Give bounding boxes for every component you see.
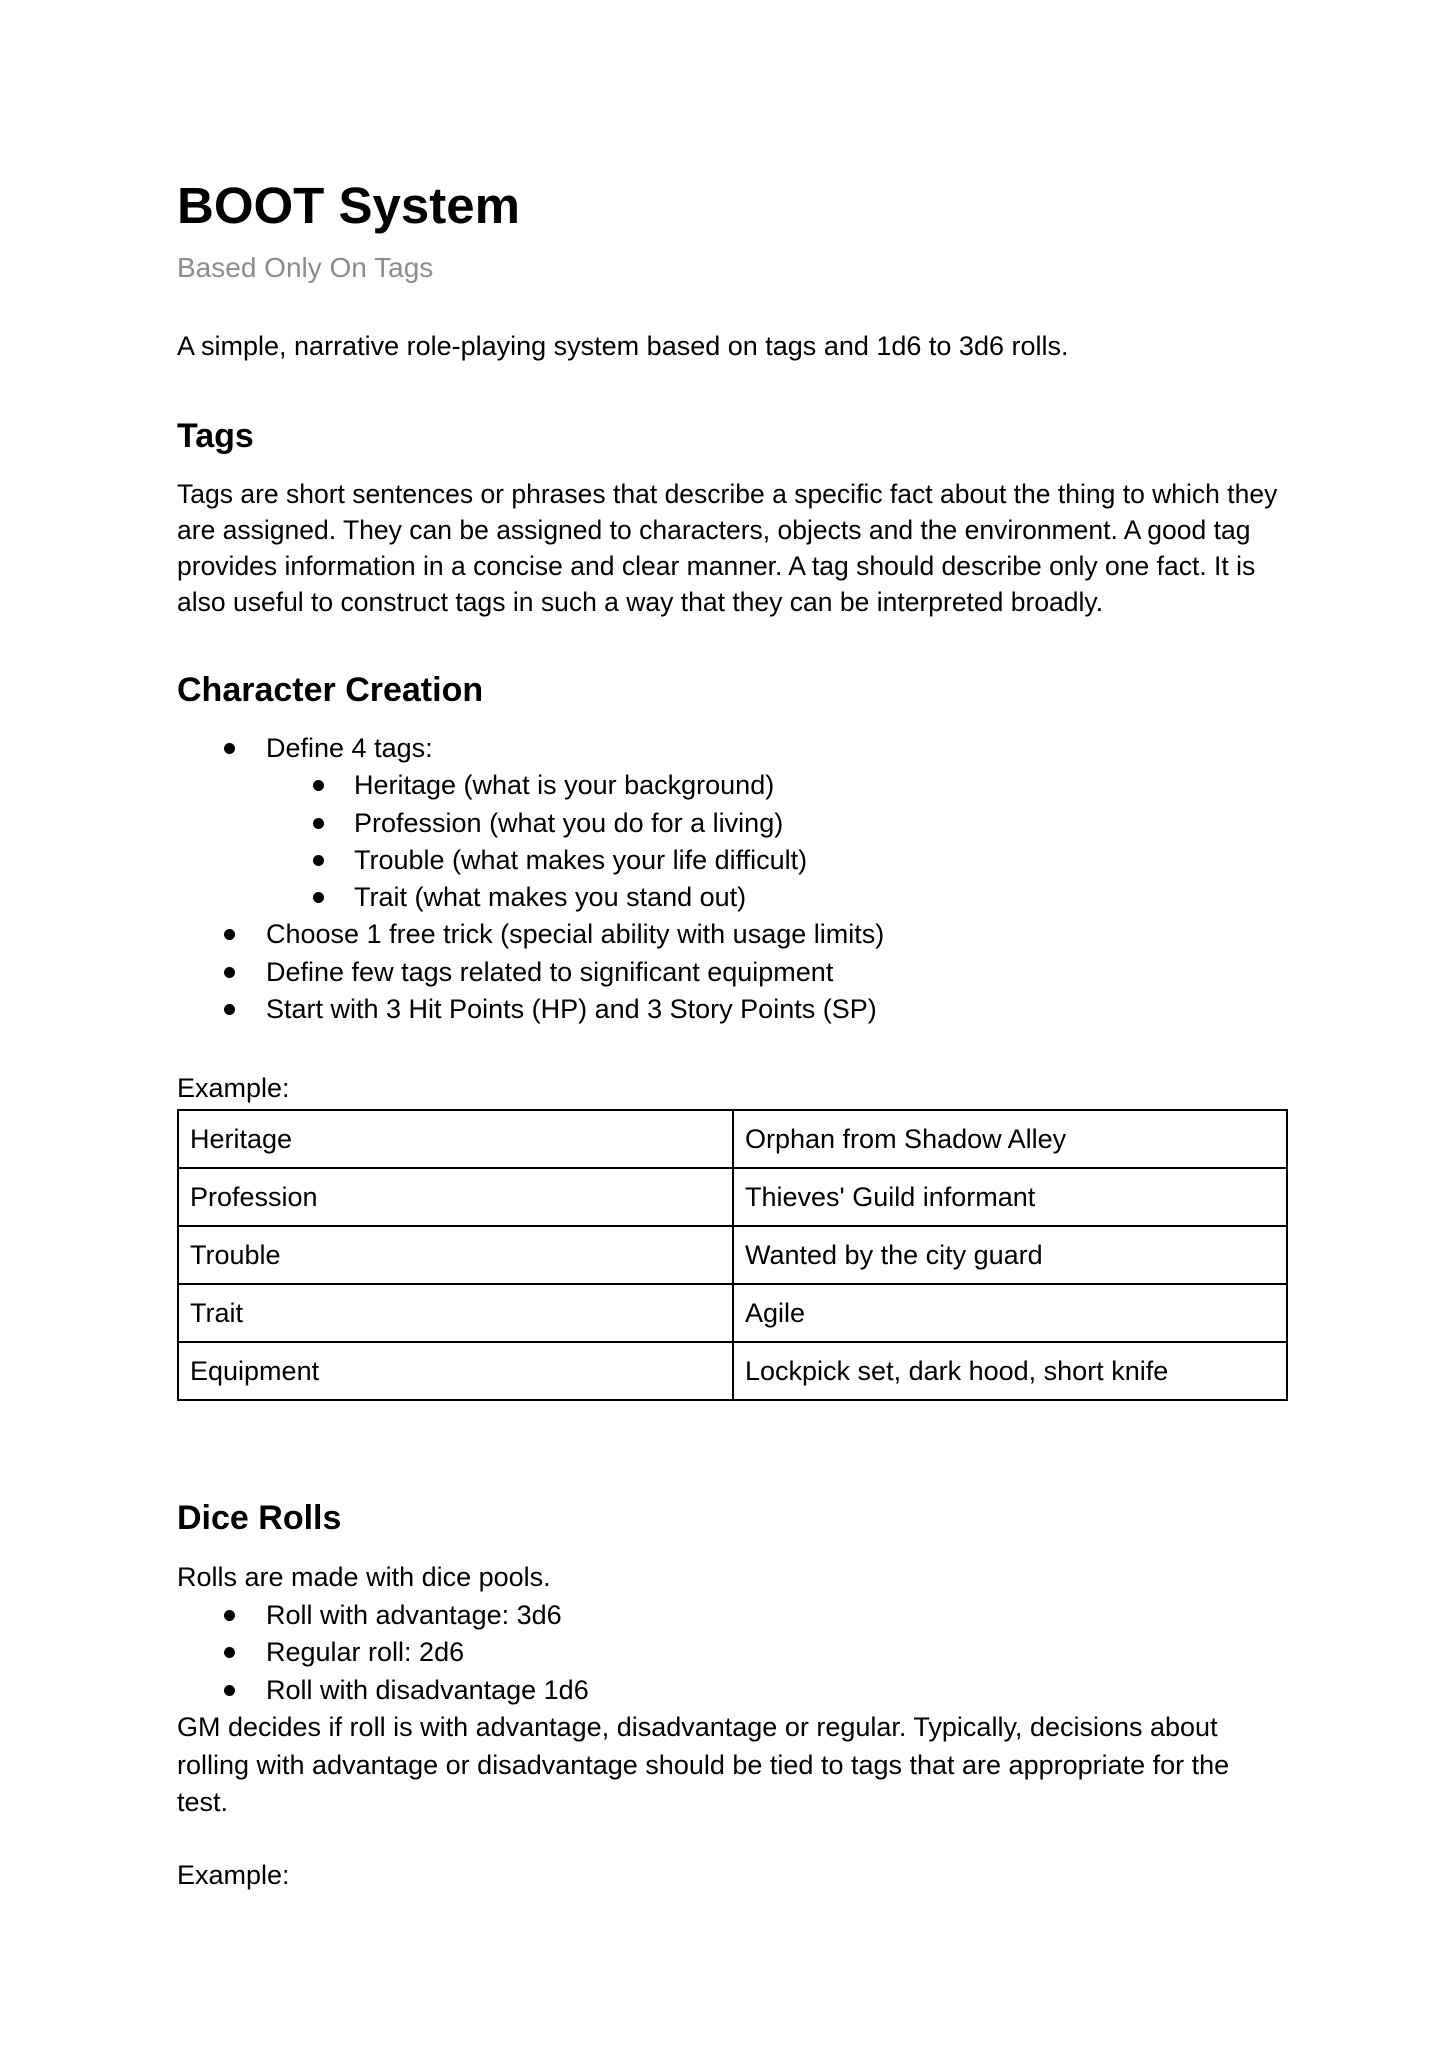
example-label: Example: <box>177 1860 290 1890</box>
table-row <box>178 1342 1287 1400</box>
dice-rolls-paragraph: GM decides if roll is with advantage, disadvantage or regular. Typically, decisions about rolling with advantage or disadvantage should be tied to tags that are appropriate for the test. <box>177 1712 1230 1817</box>
character-example-table <box>177 1109 1288 1401</box>
list-item <box>177 991 1287 1028</box>
bullet-icon <box>224 1004 235 1015</box>
table-row <box>178 1226 1287 1284</box>
table-cell-value: Thieves' Guild informant <box>733 1168 1287 1226</box>
list-item-text: Define 4 tags: <box>266 733 433 763</box>
table-row <box>178 1110 1287 1168</box>
table-cell-value: Lockpick set, dark hood, short knife <box>733 1342 1287 1400</box>
list-item <box>177 805 1287 842</box>
dice-rolls-list <box>177 1597 1287 1709</box>
tags-heading: Tags <box>177 417 254 455</box>
list-item-text: Start with 3 Hit Points (HP) and 3 Story Points (SP) <box>266 994 877 1025</box>
list-item <box>177 730 1287 767</box>
list-item <box>177 1634 1287 1671</box>
table-cell-key: Trouble <box>178 1226 733 1284</box>
list-item <box>177 879 1287 916</box>
list-item <box>177 842 1287 879</box>
list-item <box>177 954 1287 991</box>
character-creation-list <box>177 730 1287 1028</box>
table-row <box>178 1168 1287 1226</box>
character-creation-heading: Character Creation <box>177 671 484 709</box>
bullet-icon <box>313 818 324 829</box>
dice-rolls-intro: Rolls are made with dice pools. <box>177 1562 551 1592</box>
table-cell-value: Orphan from Shadow Alley <box>733 1110 1287 1168</box>
bullet-icon <box>313 780 324 791</box>
table-cell-value: Wanted by the city guard <box>733 1226 1287 1284</box>
list-item-text: Trouble (what makes your life difficult) <box>354 844 808 875</box>
list-item-text: Roll with advantage: 3d6 <box>266 1600 562 1630</box>
bullet-icon <box>224 1610 235 1621</box>
example-label: Example: <box>177 1073 290 1103</box>
intro-paragraph: A simple, narrative role-playing system based on tags and 1d6 to 3d6 rolls. <box>177 331 1069 361</box>
list-item-text: Roll with disadvantage 1d6 <box>266 1674 589 1705</box>
list-item <box>177 767 1287 804</box>
list-item-text: Profession (what you do for a living) <box>354 807 784 838</box>
list-item-text: Trait (what makes you stand out) <box>354 882 747 913</box>
bullet-icon <box>313 892 324 903</box>
list-item <box>177 1597 1287 1634</box>
list-item <box>177 1672 1287 1709</box>
bullet-icon <box>313 855 324 866</box>
dice-rolls-heading: Dice Rolls <box>177 1499 342 1537</box>
bullet-icon <box>224 1647 235 1658</box>
list-item-text: Regular roll: 2d6 <box>266 1637 465 1668</box>
table-cell-key: Equipment <box>178 1342 733 1400</box>
document-title: BOOT System <box>177 177 520 234</box>
list-item-text: Define few tags related to significant equipment <box>266 956 834 987</box>
list-item-text: Heritage (what is your background) <box>354 770 775 801</box>
list-item <box>177 916 1287 953</box>
list-item-text: Choose 1 free trick (special ability with usage limits) <box>266 919 885 950</box>
table-cell-key: Heritage <box>178 1110 733 1168</box>
tags-paragraph: Tags are short sentences or phrases that describe a specific fact about the thing to which they are assigned. They can be assigned to characters, objects and the environment. A good tag provides information in a concise and clear manner. A tag should describe only one fact. It is also useful to construct tags in such a way that they can be interpreted broadly. <box>177 479 1278 617</box>
bullet-icon <box>224 1685 235 1696</box>
bullet-icon <box>224 967 235 978</box>
document-subtitle: Based Only On Tags <box>177 252 434 283</box>
table-cell-value: Agile <box>733 1284 1287 1342</box>
table-row <box>178 1284 1287 1342</box>
bullet-icon <box>224 743 235 754</box>
bullet-icon <box>224 929 235 940</box>
table-cell-key: Trait <box>178 1284 733 1342</box>
table-cell-key: Profession <box>178 1168 733 1226</box>
